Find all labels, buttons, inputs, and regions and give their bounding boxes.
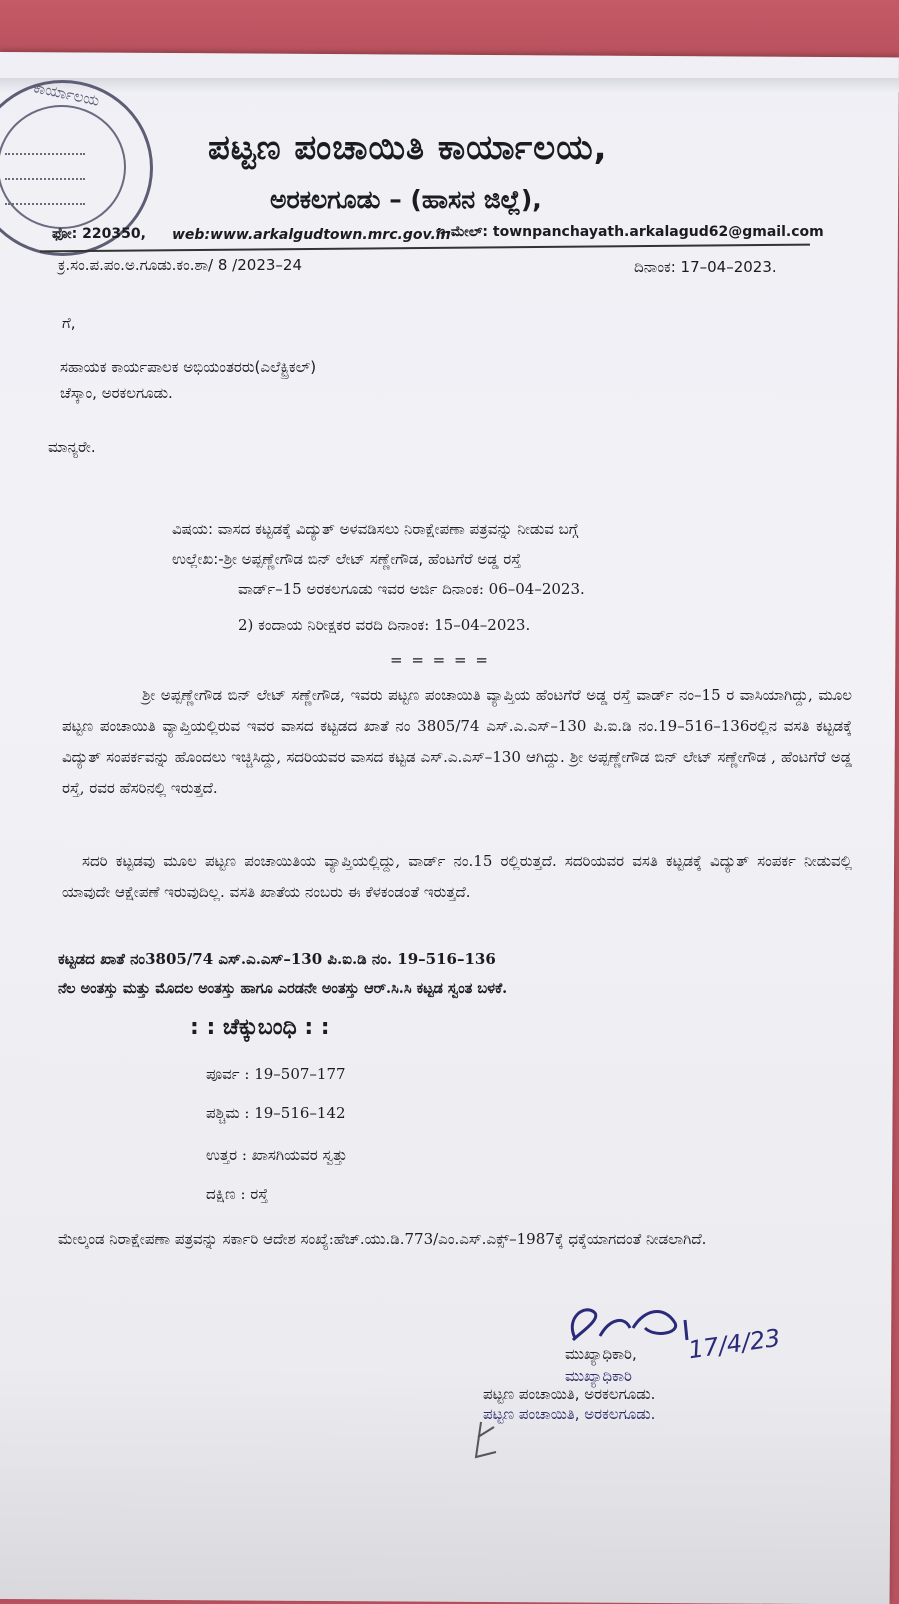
boundary-south	[206, 1185, 268, 1203]
building-details: ನೆಲ ಅಂತಸ್ತು ಮತ್ತು ಮೊದಲ ಅಂತಸ್ತು ಹಾಗೂ ಎರಡನೇ ಅಂತಸ್ತು ಆರ್.ಸಿ.ಸಿ ಕಟ್ಟಡ ಸ್ವಂತ ಬಳಕೆ.	[58, 980, 508, 997]
greeting: ಮಾನ್ಯರೇ.	[48, 438, 96, 456]
paper-edge	[0, 78, 899, 92]
boundary-west	[206, 1104, 346, 1122]
reference-line2: ವಾರ್ಡ್–15 ಅರಕಲಗೂಡು ಇವರ ಅರ್ಜಿ ದಿನಾಂಕ: 06–04–2023.	[238, 580, 585, 598]
letterhead-subtitle: ಅರಕಲಗೂಡು – (ಹಾಸನ ಜಿಲ್ಲೆ),	[270, 185, 542, 214]
reference-number: ಕ್ರ.ಸಂ.ಪ.ಪಂ.ಅ.ಗೂಡು.ಕಂ.ಶಾ/ 8 /2023–24	[58, 256, 302, 274]
boundary-label: ಉತ್ತರ	[206, 1146, 238, 1164]
boundaries-heading: : : ಚೆಕ್ಕುಬಂಧಿ : :	[190, 1015, 330, 1040]
boundary-value: 19–516–142	[254, 1104, 346, 1122]
body-paragraph-2: ಸದರಿ ಕಟ್ಟಡವು ಮೂಲ ಪಟ್ಟಣ ಪಂಚಾಯಿತಿಯ ವ್ಯಾಪ್ತಿಯಲ್ಲಿದ್ದು, ವಾರ್ಡ್ ನಂ.15 ರಲ್ಲಿರುತ್ತದೆ. ಸದರಿಯವರ ವಸತಿ ಕಟ್ಟಡಕ್ಕೆ ವಿದ್ಯುತ್ ಸಂಪರ್ಕ ನೀಡುವಲ್ಲಿ ಯಾವುದೇ ಆಕ್ಷೇಪಣೆ ಇರುವುದಿಲ್ಲ. ವಸತಿ ಖಾತೆಯ ನಂಬರು ಈ ಕೆಳಕಂಡಂತೆ ಇರುತ್ತದೆ.	[62, 852, 852, 901]
boundary-value: ಖಾಸಗಿಯವರ ಸ್ವತ್ತು	[251, 1146, 348, 1164]
reference-line1: ಉಲ್ಲೇಖ:-ಶ್ರೀ ಅಪ್ಪಣ್ಣೇಗೌಡ ಬಿನ್ ಲೇಟ್ ಸಣ್ಣೇಗೌಡ, ಹೆಂಟಗೆರೆ ಅಡ್ಡ ರಸ್ತೆ	[172, 550, 522, 568]
boundary-sep: :	[241, 1146, 247, 1164]
initial-mark	[466, 1412, 526, 1472]
recipient-salutation: ಗೆ,	[62, 314, 76, 332]
stamp-office: ಪಟ್ಟಣ ಪಂಚಾಯಿತಿ, ಅರಕಲಗೂಡು.	[483, 1405, 656, 1423]
handwritten-date: 17/4/23	[686, 1323, 783, 1365]
letter-date: ದಿನಾಂಕ: 17–04–2023.	[634, 258, 777, 276]
boundary-sep: :	[244, 1065, 250, 1083]
recipient-line2: ಚೆಸ್ಕಾಂ, ಅರಕಲಗೂಡು.	[60, 384, 173, 402]
boundary-value: ರಸ್ತೆ	[250, 1185, 269, 1203]
seal-line	[5, 153, 85, 155]
email-address[interactable]: ಇ-ಮೇಲ್: townpanchayath.arkalagud62@gmail.com	[436, 224, 824, 240]
body-paragraph-1: ಶ್ರೀ ಅಪ್ಪಣ್ಣೇಗೌಡ ಬಿನ್ ಲೇಟ್ ಸಣ್ಣೇಗೌಡ, ಇವರು ಪಟ್ಟಣ ಪಂಚಾಯಿತಿ ವ್ಯಾಪ್ತಿಯ ಹೆಂಟಗೆರೆ ಅಡ್ಡ ರಸ್ತೆ ವಾರ್ಡ್ ನಂ–15 ರ ವಾಸಿಯಾಗಿದ್ದು, ಮೂಲ ಪಟ್ಟಣ ಪಂಚಾಯಿತಿ ವ್ಯಾಪ್ತಿಯಲ್ಲಿರುವ ಇವರ ವಾಸದ ಕಟ್ಟಡದ ಖಾತೆ ನಂ 3805/74 ಎಸ್.ಎ.ಎಸ್–130 ಪಿ.ಐ.ಡಿ ನಂ.19–516–136ರಲ್ಲಿನ ವಸತಿ ಕಟ್ಟಡಕ್ಕೆ ವಿದ್ಯುತ್ ಸಂಪರ್ಕವನ್ನು ಹೊಂದಲು ಇಚ್ಚಿಸಿದ್ದು, ಸದರಿಯವರ ವಾಸದ ಕಟ್ಟಡ ಎಸ್.ಎ.ಎಸ್–130 ಆಗಿದ್ದು. ಶ್ರೀ ಅಪ್ಪಣ್ಣೇಗೌಡ ಬಿನ್ ಲೇಟ್ ಸಣ್ಣೇಗೌಡ , ಹೆಂಟಗೆರೆ ಅಡ್ಡ ರಸ್ತೆ, ರವರ ಹೆಸರಿನಲ್ಲಿ ಇರುತ್ತದೆ.	[62, 686, 852, 797]
stamp-title: ಮುಖ್ಯಾಧಿಕಾರಿ	[565, 1367, 632, 1385]
website-link[interactable]	[172, 227, 451, 243]
recipient-line1: ಸಹಾಯಕ ಕಾರ್ಯಪಾಲಕ ಅಭಿಯಂತರರು(ಎಲೆಕ್ಟ್ರಿಕಲ್)	[60, 358, 317, 376]
signatory-office: ಪಟ್ಟಣ ಪಂಚಾಯಿತಿ, ಅರಕಲಗೂಡು.	[483, 1385, 656, 1403]
closing-paragraph: ಮೇಲ್ಕಂಡ ನಿರಾಕ್ಷೇಪಣಾ ಪತ್ರವನ್ನು ಸರ್ಕಾರಿ ಆದೇಶ ಸಂಖ್ಯೆ:ಹೆಚ್.ಯು.ಡಿ.773/ಎಂ.ಎಸ್.ಎಕ್ಸ್–1987ಕ್ಕೆ ಧಕ್ಕೆಯಾಗದಂತೆ ನೀಡಲಾಗಿದೆ.	[58, 1230, 707, 1248]
boundary-sep: :	[240, 1185, 246, 1203]
separator: = = = = =	[390, 651, 490, 669]
phone-number: ಫೋ: 220350,	[52, 226, 146, 242]
website-text: web:www.arkalgudtown.mrc.gov.in	[172, 227, 451, 243]
seal-line	[5, 203, 85, 205]
boundary-value: 19–507–177	[254, 1065, 346, 1083]
seal-text: ಕಾರ್ಯಾಲಯ	[31, 78, 102, 110]
signatory-designation: ಮುಖ್ಯಾಧಿಕಾರಿ,	[565, 1345, 637, 1363]
boundary-north	[206, 1146, 347, 1164]
boundary-east	[206, 1065, 346, 1083]
boundary-label: ದಕ್ಷಿಣ	[206, 1185, 236, 1203]
boundary-sep: :	[244, 1104, 250, 1122]
subject-line: ವಿಷಯ: ವಾಸದ ಕಟ್ಟಡಕ್ಕೆ ವಿದ್ಯುತ್ ಅಳವಡಿಸಲು ನಿರಾಕ್ಷೇಪಣಾ ಪತ್ರವನ್ನು ನೀಡುವ ಬಗ್ಗೆ	[172, 520, 579, 538]
letterhead-title: ಪಟ್ಟಣ ಪಂಚಾಯಿತಿ ಕಾರ್ಯಾಲಯ,	[208, 128, 608, 168]
boundary-label: ಪೂರ್ವ	[206, 1065, 240, 1083]
boundary-label: ಪಶ್ಚಿಮ	[206, 1104, 240, 1122]
reference-line3: 2) ಕಂದಾಯ ನಿರೀಕ್ಷಕರ ವರದಿ ದಿನಾಂಕ: 15–04–2023.	[238, 616, 531, 634]
seal-line	[5, 178, 85, 180]
seal-inner-ring	[0, 105, 126, 229]
property-details: ಕಟ್ಟಡದ ಖಾತೆ ನಂ3805/74 ಎಸ್.ಎ.ಎಸ್–130 ಪಿ.ಐ.ಡಿ ನಂ. 19–516–136	[58, 950, 496, 968]
letter-paper	[0, 52, 899, 1604]
